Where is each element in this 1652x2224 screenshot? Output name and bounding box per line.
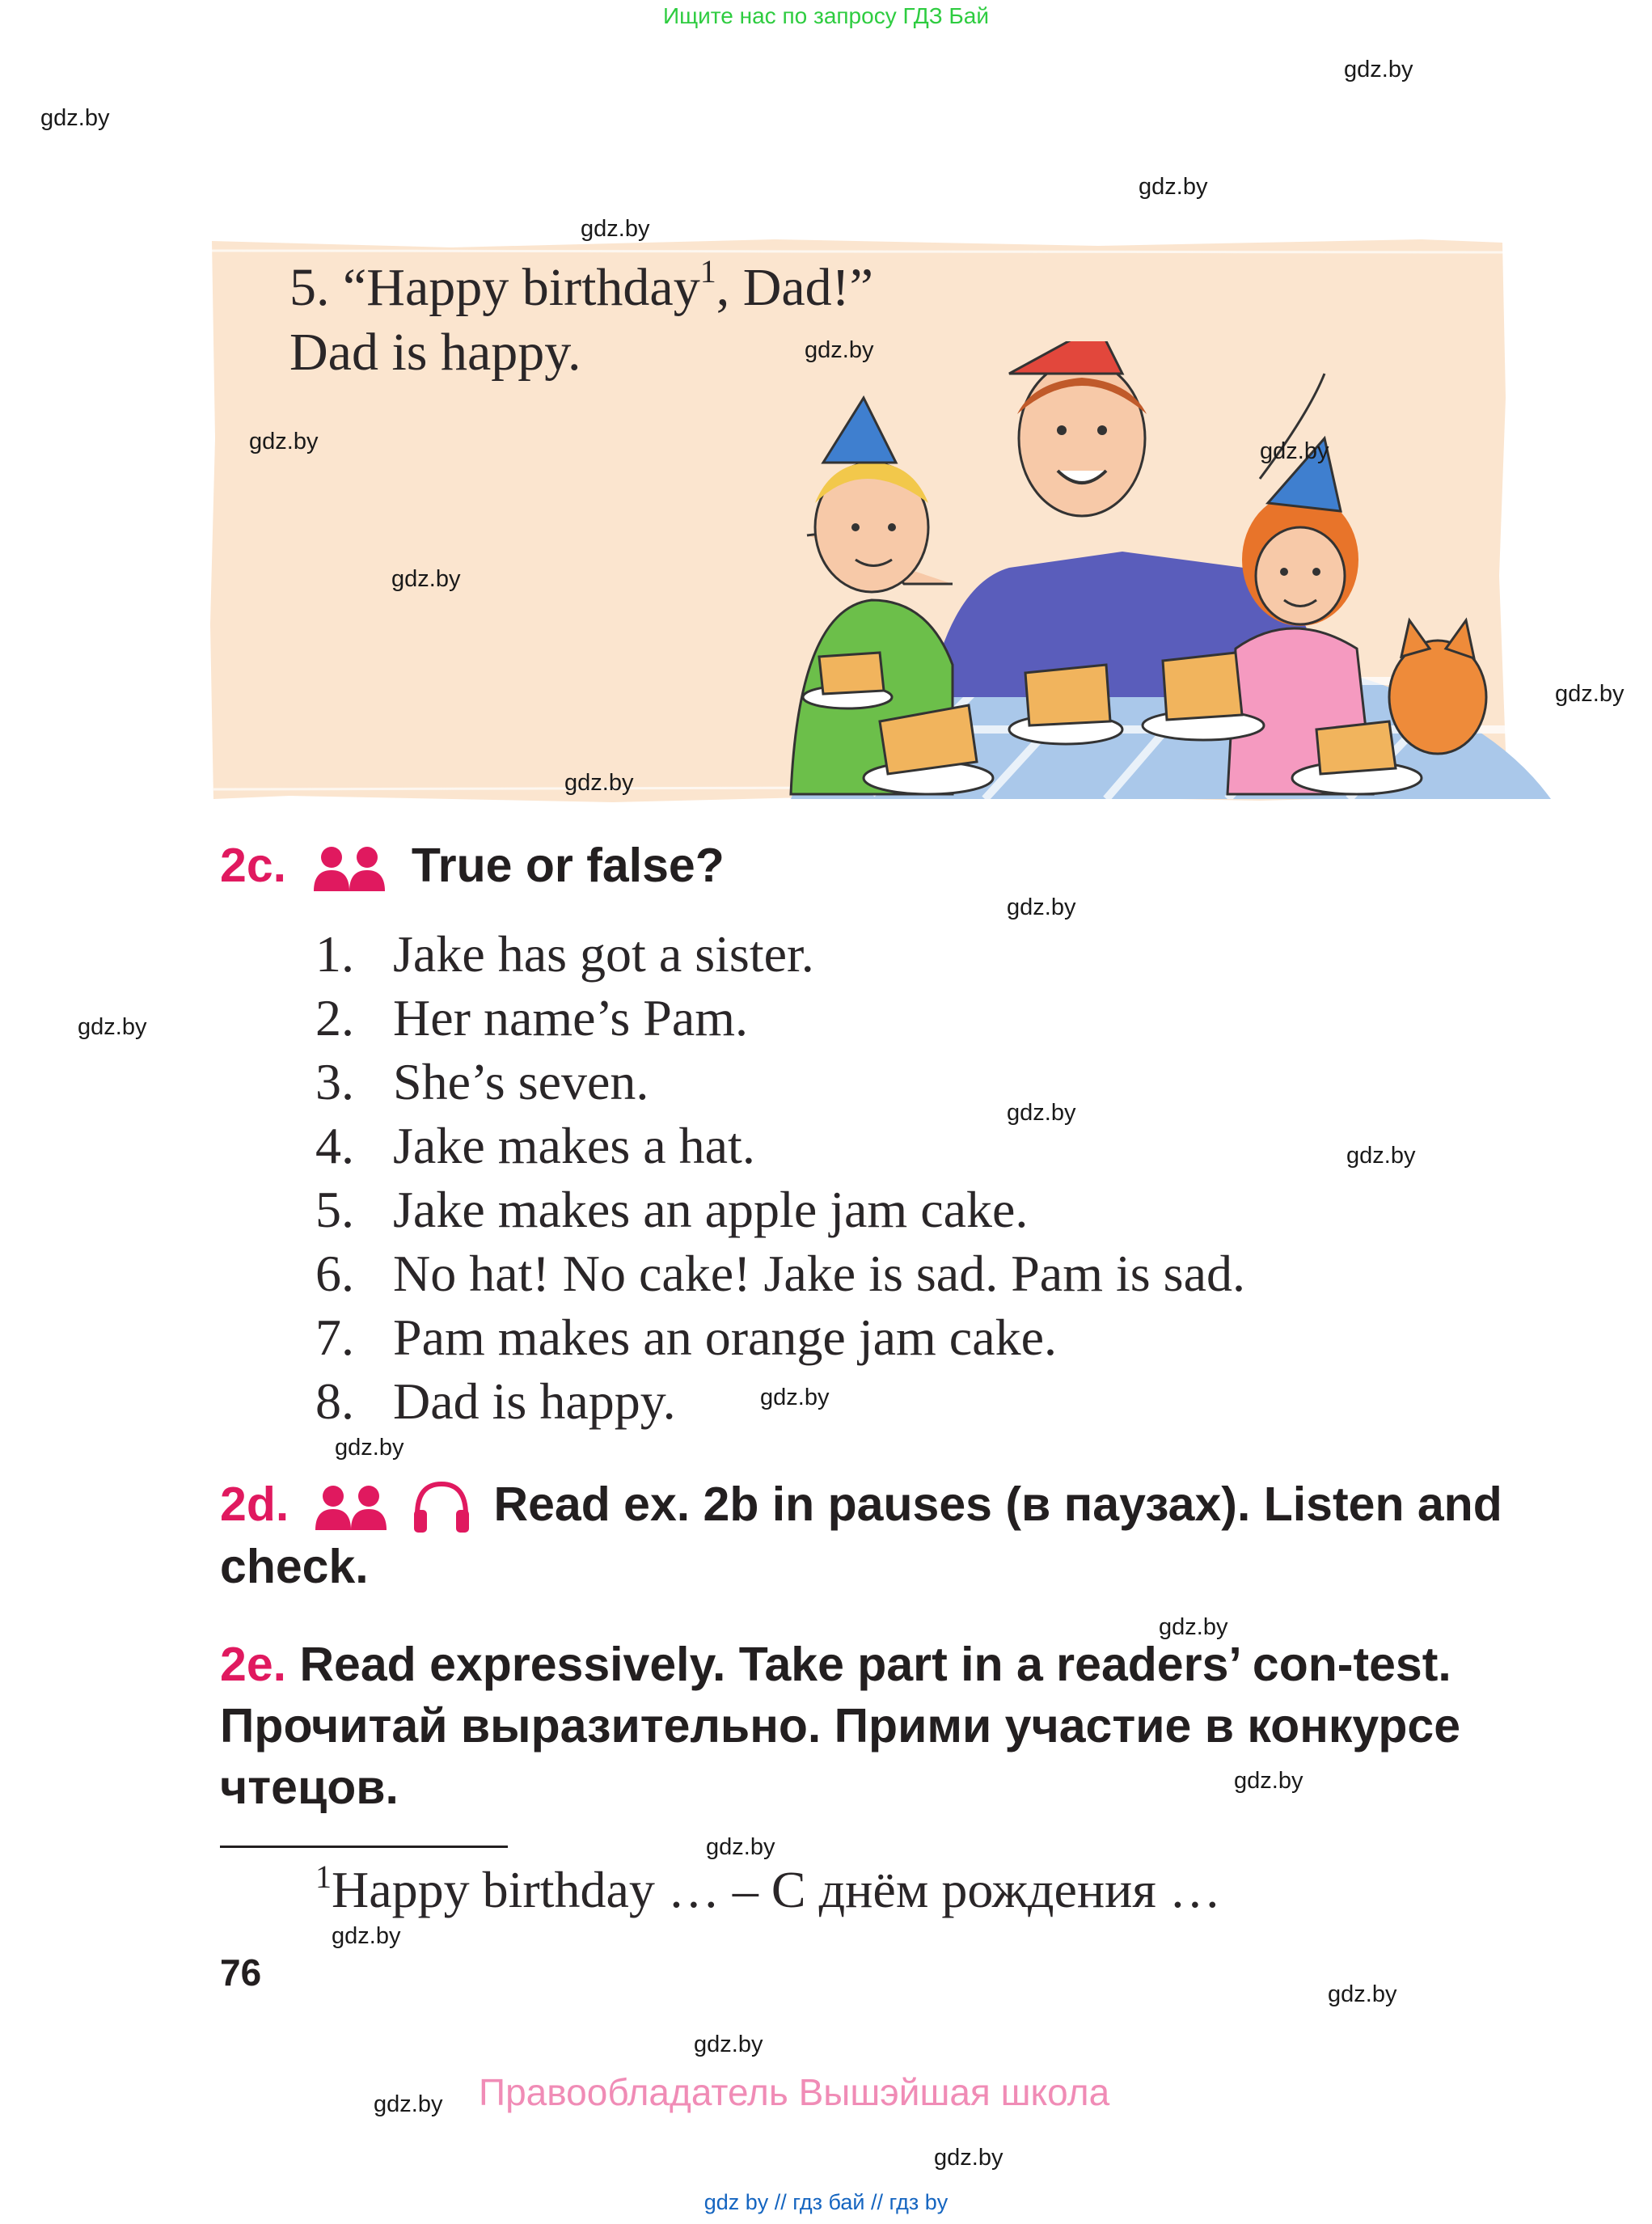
story-line-1: 5. “Happy birthday$^1$, Dad!” (289, 253, 873, 317)
list-item: 4. Jake makes a hat. (315, 1117, 755, 1174)
exercise-number: 2c. (220, 839, 287, 892)
watermark: gdz.by (934, 2145, 1003, 2171)
exercise-title: True or false? (411, 839, 725, 892)
top-banner[interactable]: Ищите нас по запросу ГДЗ Бай (662, 3, 990, 28)
watermark: gdz.by (694, 2032, 763, 2057)
exercise-number: 2e. (220, 1638, 287, 1691)
exercise-number: 2d. (220, 1478, 289, 1531)
watermark: gdz.by (1139, 174, 1208, 200)
list-item: 7. Pam makes an orange jam cake. (315, 1309, 1057, 1366)
exercise-text: Read ex. 2b in pauses (в паузах). Listen and check. (220, 1478, 1502, 1594)
watermark: gdz.by (706, 1834, 775, 1860)
watermark: gdz.by (40, 105, 110, 131)
list-item: 2. Her name’s Pam. (315, 989, 748, 1046)
watermark: gdz.by (1007, 894, 1076, 920)
pair-work-icon (314, 1483, 388, 1532)
birthday-party-illustration (742, 341, 1551, 799)
list-item: 5. Jake makes an apple jam cake. (315, 1181, 1029, 1238)
list-item: 8. Dad is happy. (315, 1372, 676, 1430)
list-item: 6. No hat! No cake! Jake is sad. Pam is sad. (315, 1245, 1245, 1302)
watermark: gdz.by (1344, 57, 1413, 82)
watermark: gdz.by (1159, 1614, 1228, 1640)
watermark: gdz.by (1555, 681, 1625, 707)
watermark: gdz.by (1007, 1100, 1076, 1126)
footnote-divider (220, 1846, 508, 1848)
story-line-2: Dad is happy. (289, 323, 581, 382)
watermark: gdz.by (78, 1014, 147, 1040)
watermark: gdz.by (374, 2091, 443, 2117)
exercise-text: Read expressively. Take part in a readers’ con-test. Прочитай выразительно. Прими участие в конкурсе чтецов. (220, 1638, 1461, 1814)
watermark: gdz.by (391, 566, 461, 592)
watermark: gdz.by (1260, 438, 1329, 464)
watermark: gdz.by (335, 1435, 404, 1461)
exercise-2e (220, 1634, 1514, 1818)
exercise-2d (220, 1474, 1514, 1597)
watermark: gdz.by (581, 216, 650, 242)
page-number: 76 (220, 1951, 262, 1994)
watermark: gdz.by (332, 1923, 401, 1949)
story-panel (209, 236, 1512, 805)
true-false-list (315, 922, 1245, 1433)
pair-work-icon (312, 844, 387, 893)
list-item: 1. Jake has got a sister. (315, 925, 814, 983)
bottom-links[interactable]: gdz by // гдз бай // гдз by (703, 2190, 949, 2214)
watermark: gdz.by (564, 770, 634, 796)
watermark: gdz.by (760, 1385, 830, 1410)
watermark: gdz.by (1346, 1143, 1416, 1169)
watermark: gdz.by (1328, 1981, 1397, 2007)
footnote: $^1$Happy birthday … – С днём рождения … (315, 1858, 1221, 1918)
rights-holder: Правообладатель Вышэйшая школа (479, 2071, 1110, 2113)
list-item: 3. She’s seven. (315, 1053, 649, 1110)
watermark: gdz.by (1234, 1768, 1303, 1794)
watermark: gdz.by (805, 337, 874, 363)
headphones-icon (411, 1479, 472, 1536)
watermark: gdz.by (249, 429, 319, 455)
exercise-2c-heading (220, 838, 725, 893)
